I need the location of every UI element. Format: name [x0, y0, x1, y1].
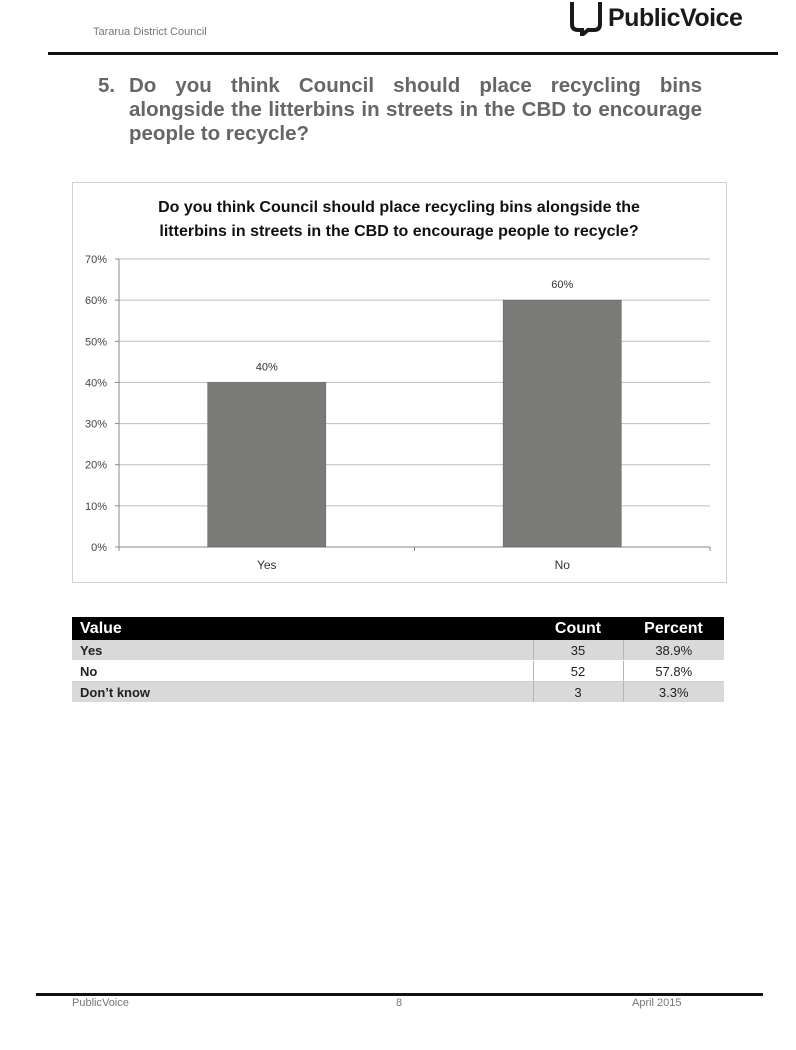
- chart-title-line-1: Do you think Council should place recycling bins alongside the: [158, 199, 640, 216]
- footer-date: April 2015: [632, 997, 682, 1009]
- results-table: [72, 617, 724, 703]
- y-tick-label: 40%: [84, 377, 107, 390]
- row-count: 35: [533, 640, 623, 661]
- logo-text: PublicVoice: [608, 3, 743, 32]
- y-tick-label: 60%: [84, 295, 107, 308]
- header-count: Count: [533, 617, 623, 640]
- y-tick-label: 70%: [84, 254, 107, 266]
- row-value: Yes: [72, 640, 533, 661]
- footer-rule: [36, 993, 763, 996]
- header-rule: [48, 52, 778, 55]
- question-text: Do you think Council should place recycling bins alongside the litterbins in streets in the CBD to encourage people to recycle?: [129, 74, 702, 145]
- x-tick-label: Yes: [256, 558, 277, 572]
- row-count: 3: [533, 682, 623, 703]
- chart-title-line-2: litterbins in streets in the CBD to encourage people to recycle?: [159, 223, 639, 240]
- bar-no: [503, 300, 621, 547]
- chart-svg: [73, 183, 726, 582]
- speech-bubble-icon: [568, 0, 604, 36]
- header-percent: Percent: [623, 617, 724, 640]
- question-heading: [98, 74, 702, 146]
- question-number: 5.: [98, 74, 116, 97]
- y-tick-label: 30%: [84, 418, 107, 431]
- y-tick-label: 50%: [84, 336, 107, 349]
- y-tick-label: 0%: [91, 542, 107, 554]
- row-percent: 57.8%: [623, 661, 724, 682]
- row-percent: 38.9%: [623, 640, 724, 661]
- table-row: [72, 640, 724, 661]
- footer-left: PublicVoice: [72, 997, 129, 1009]
- data-label: 60%: [551, 279, 574, 292]
- data-label: 40%: [255, 361, 278, 374]
- row-count: 52: [533, 661, 623, 682]
- row-value: Don’t know: [72, 682, 533, 703]
- publicvoice-logo: [568, 0, 742, 36]
- y-tick-label: 20%: [84, 459, 107, 472]
- bar-chart: [72, 182, 727, 583]
- table-header-row: [72, 617, 724, 640]
- header-org-name: Tararua District Council: [93, 26, 207, 38]
- footer-page-number: 8: [396, 997, 403, 1009]
- bar-yes: [208, 382, 326, 547]
- table-row: [72, 682, 724, 703]
- y-tick-label: 10%: [84, 500, 107, 513]
- header-value: Value: [72, 617, 533, 640]
- table-row: [72, 661, 724, 682]
- row-percent: 3.3%: [623, 682, 724, 703]
- row-value: No: [72, 661, 533, 682]
- x-tick-label: No: [554, 558, 570, 572]
